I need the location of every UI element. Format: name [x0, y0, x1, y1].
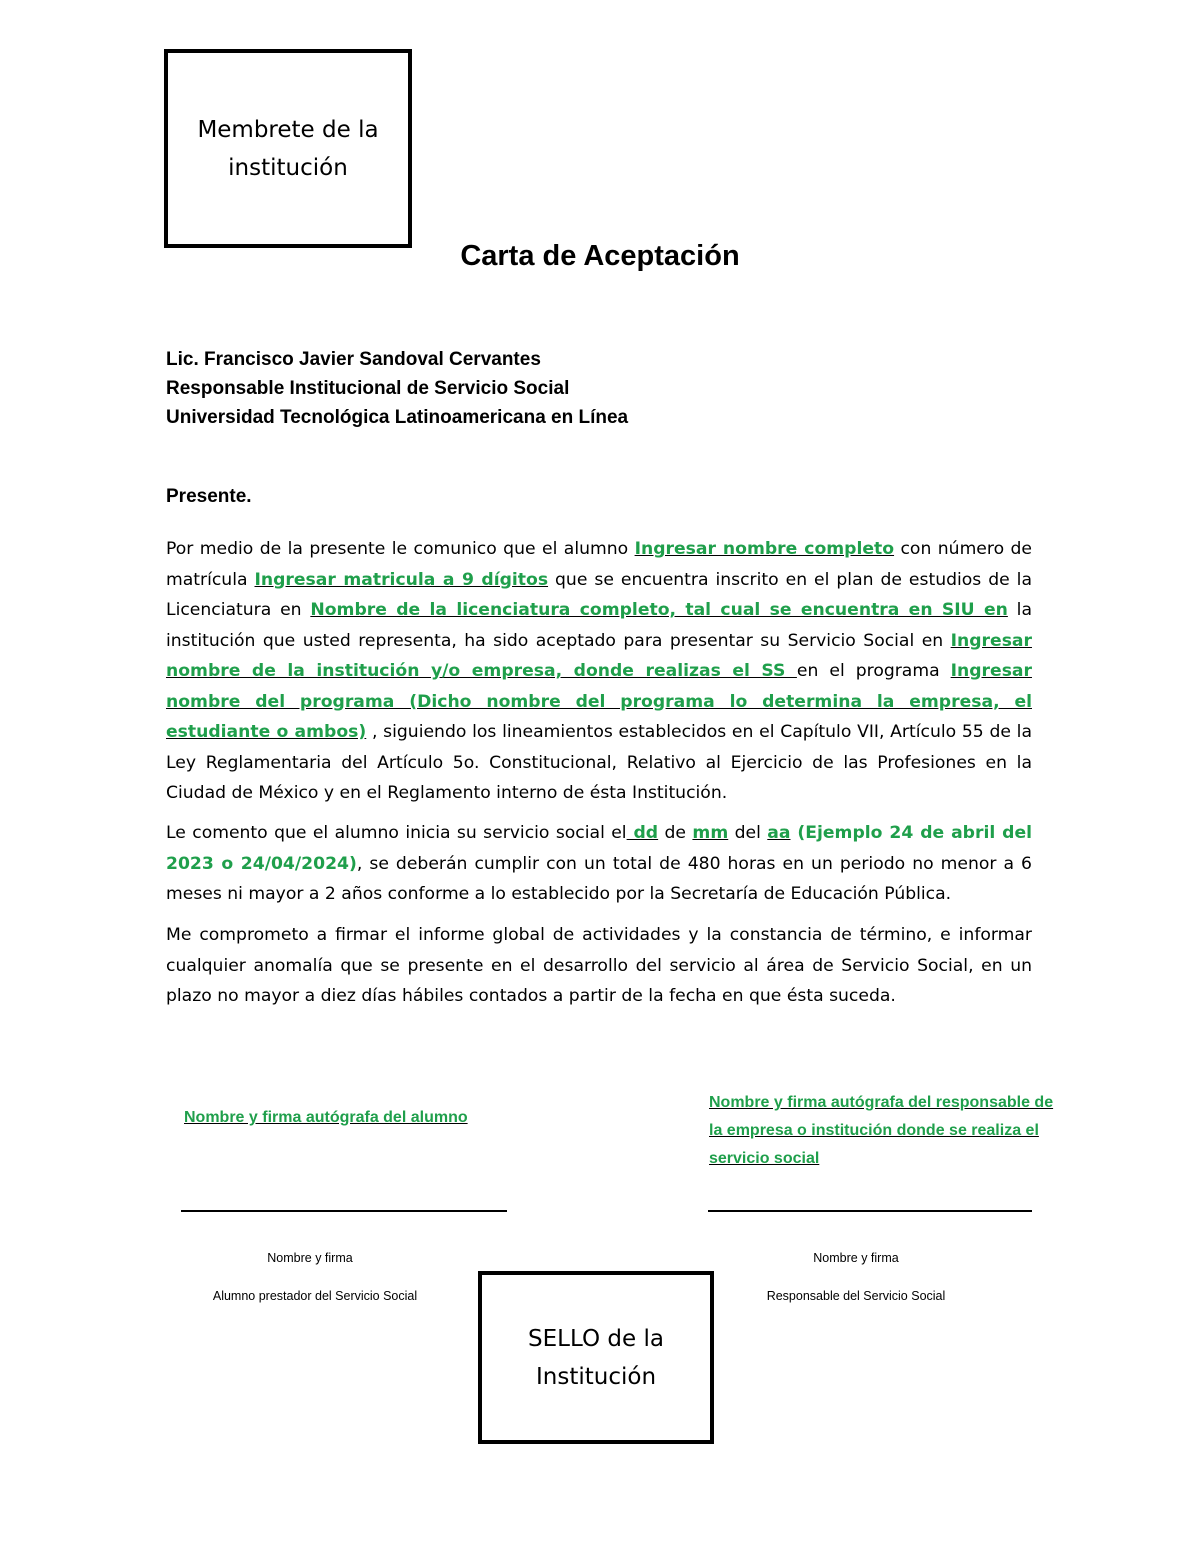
student-role-label: Alumno prestador del Servicio Social: [212, 1289, 418, 1303]
seal-placeholder-box: [478, 1271, 714, 1444]
text: la institución que usted representa, ha sido aceptado para presentar su Servicio Social en: [166, 600, 1032, 651]
supervisor-sign-label: Nombre y firma: [813, 1251, 899, 1265]
field-program-name: Ingresar nombre del programa (Dicho nombre del programa lo determina la empresa, el estudiante o ambos): [166, 661, 1032, 742]
letterhead-text: Membrete de la institución: [197, 116, 379, 181]
addressee-position: Responsable Institucional de Servicio Social: [166, 378, 570, 399]
field-institution-name: Ingresar nombre de la institución y/o empresa, donde realizas el SS: [166, 630, 1032, 681]
date-example: (Ejemplo 24 de abril del 2023 o 24/04/2024): [166, 823, 1033, 874]
paragraph-start-date: [166, 818, 1032, 910]
field-month: mm: [692, 823, 729, 843]
text: de: [658, 823, 693, 843]
addressee-university: Universidad Tecnológica Latinoamericana en Línea: [166, 407, 629, 428]
text: con número de matrícula: [166, 539, 1033, 590]
document-title: Carta de Aceptación: [460, 240, 740, 272]
supervisor-role-label: Responsable del Servicio Social: [766, 1289, 946, 1303]
text: en el programa: [796, 661, 951, 681]
addressee-name: Lic. Francisco Javier Sandoval Cervantes: [166, 349, 541, 370]
student-signature-caption: Nombre y firma autógrafa del alumno: [184, 1109, 468, 1126]
field-year: aa: [767, 823, 791, 843]
field-enrollment-number: Ingresar matricula a 9 dígitos: [254, 569, 549, 590]
text: Por medio de la presente le comunico que el alumno: [166, 539, 635, 559]
student-signature-line: [181, 1210, 507, 1212]
greeting: Presente.: [166, 486, 252, 507]
supervisor-signature-caption: Nombre y firma autógrafa del responsable de la empresa o institución donde se realiza el servicio social: [709, 1094, 1054, 1167]
text: , siguiendo los lineamientos establecidos en el Capítulo VII, Artículo 55 de la Ley Reglamentaria del Artículo 5o. Constitucional, Relativo al Ejercicio de las Profesiones en la Ciudad de México y en el Reglamento interno de ésta Institución.: [166, 722, 1032, 803]
paragraph-acceptance: [166, 534, 1032, 809]
seal-text: SELLO de la Institución: [528, 1325, 664, 1390]
letterhead-placeholder-box: [164, 49, 412, 248]
text: , se deberán cumplir con un total de 480 horas en un periodo no menor a 6 meses ni mayor a 2 años conforme a lo establecido por la Secretaría de Educación Pública.: [166, 853, 1032, 904]
text: del: [728, 823, 768, 843]
field-degree-name: Nombre de la licenciatura completo, tal cual se encuentra en SIU en: [310, 600, 1008, 620]
field-day: dd: [626, 823, 659, 843]
text: Le comento que el alumno inicia su servicio social el: [166, 823, 627, 843]
field-student-name: Ingresar nombre completo: [634, 539, 895, 559]
student-sign-label: Nombre y firma: [267, 1251, 353, 1265]
text: que se encuentra inscrito en el plan de estudios de la Licenciatura en: [166, 569, 1032, 620]
supervisor-signature-line: [708, 1210, 1032, 1212]
paragraph-commitment: Me comprometo a firmar el informe global de actividades y la constancia de término, e informar cualquier anomalía que se presente en el desarrollo del servicio al área de Servicio Social, en un plazo no mayor a diez días hábiles contados a partir de la fecha en que ésta suceda.: [166, 925, 1032, 1006]
